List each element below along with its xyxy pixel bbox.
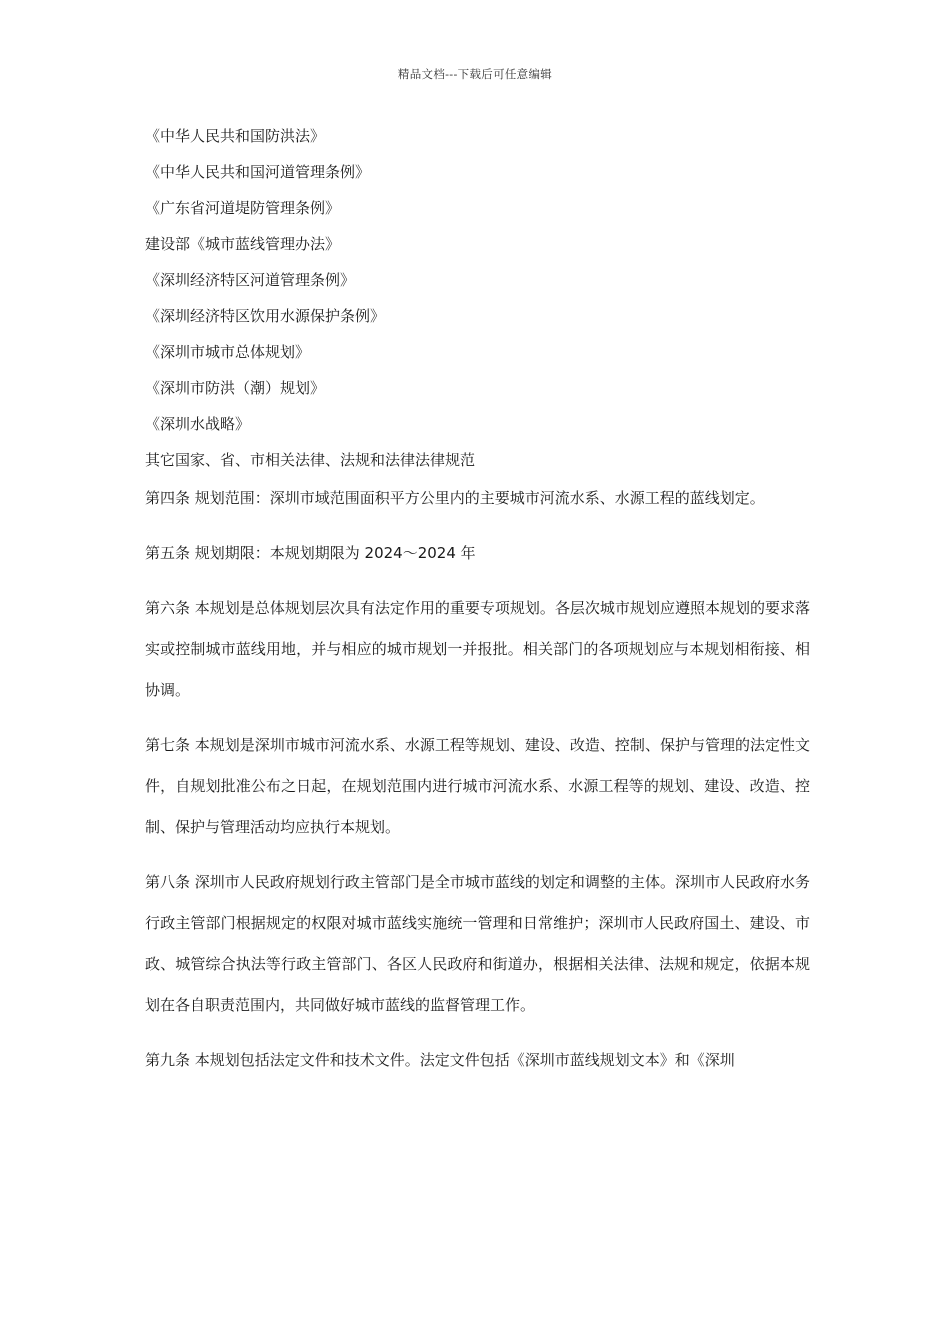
article-4: 第四条 规划范围：深圳市域范围面积平方公里内的主要城市河流水系、水源工程的蓝线划定。 (145, 489, 765, 507)
page-header: 精品文档---下载后可任意编辑 (397, 67, 553, 81)
reference-item: 《深圳经济特区河道管理条例》 (145, 271, 356, 289)
reference-item: 《深圳经济特区饮用水源保护条例》 (145, 307, 386, 325)
reference-item: 《中华人民共和国防洪法》 (145, 127, 326, 145)
reference-item: 《中华人民共和国河道管理条例》 (145, 163, 371, 181)
document-body (145, 124, 810, 1081)
article-9: 第九条 本规划包括法定文件和技术文件。法定文件包括《深圳市蓝线规划文本》和《深圳 (145, 1051, 735, 1069)
reference-item: 《深圳市城市总体规划》 (145, 343, 311, 361)
reference-item: 《广东省河道堤防管理条例》 (145, 199, 341, 217)
article-7: 第七条 本规划是深圳市城市河流水系、水源工程等规划、建设、改造、控制、保护与管理的法定性文件，自规划批准公布之日起，在规划范围内进行城市河流水系、水源工程等的规划、建设、改造、控制、保护与管理活动均应执行本规划。 (145, 736, 810, 836)
reference-item: 建设部《城市蓝线管理办法》 (145, 235, 341, 253)
reference-item: 《深圳水战略》 (145, 415, 251, 433)
reference-item: 《深圳市防洪（潮）规划》 (145, 379, 326, 397)
article-6: 第六条 本规划是总体规划层次具有法定作用的重要专项规划。各层次城市规划应遵照本规划的要求落实或控制城市蓝线用地，并与相应的城市规划一并报批。相关部门的各项规划应与本规划相衔接、相协调。 (145, 599, 810, 699)
article-5: 第五条 规划期限：本规划期限为 2024～2024 年 (145, 544, 476, 562)
reference-item: 其它国家、省、市相关法律、法规和法律法律规范 (145, 451, 476, 469)
article-8: 第八条 深圳市人民政府规划行政主管部门是全市城市蓝线的划定和调整的主体。深圳市人民政府水务行政主管部门根据规定的权限对城市蓝线实施统一管理和日常维护；深圳市人民政府国土、建设、市政、城管综合执法等行政主管部门、各区人民政府和街道办，根据相关法律、法规和规定，依据本规划在各自职责范围内，共同做好城市蓝线的监督管理工作。 (145, 873, 810, 1014)
